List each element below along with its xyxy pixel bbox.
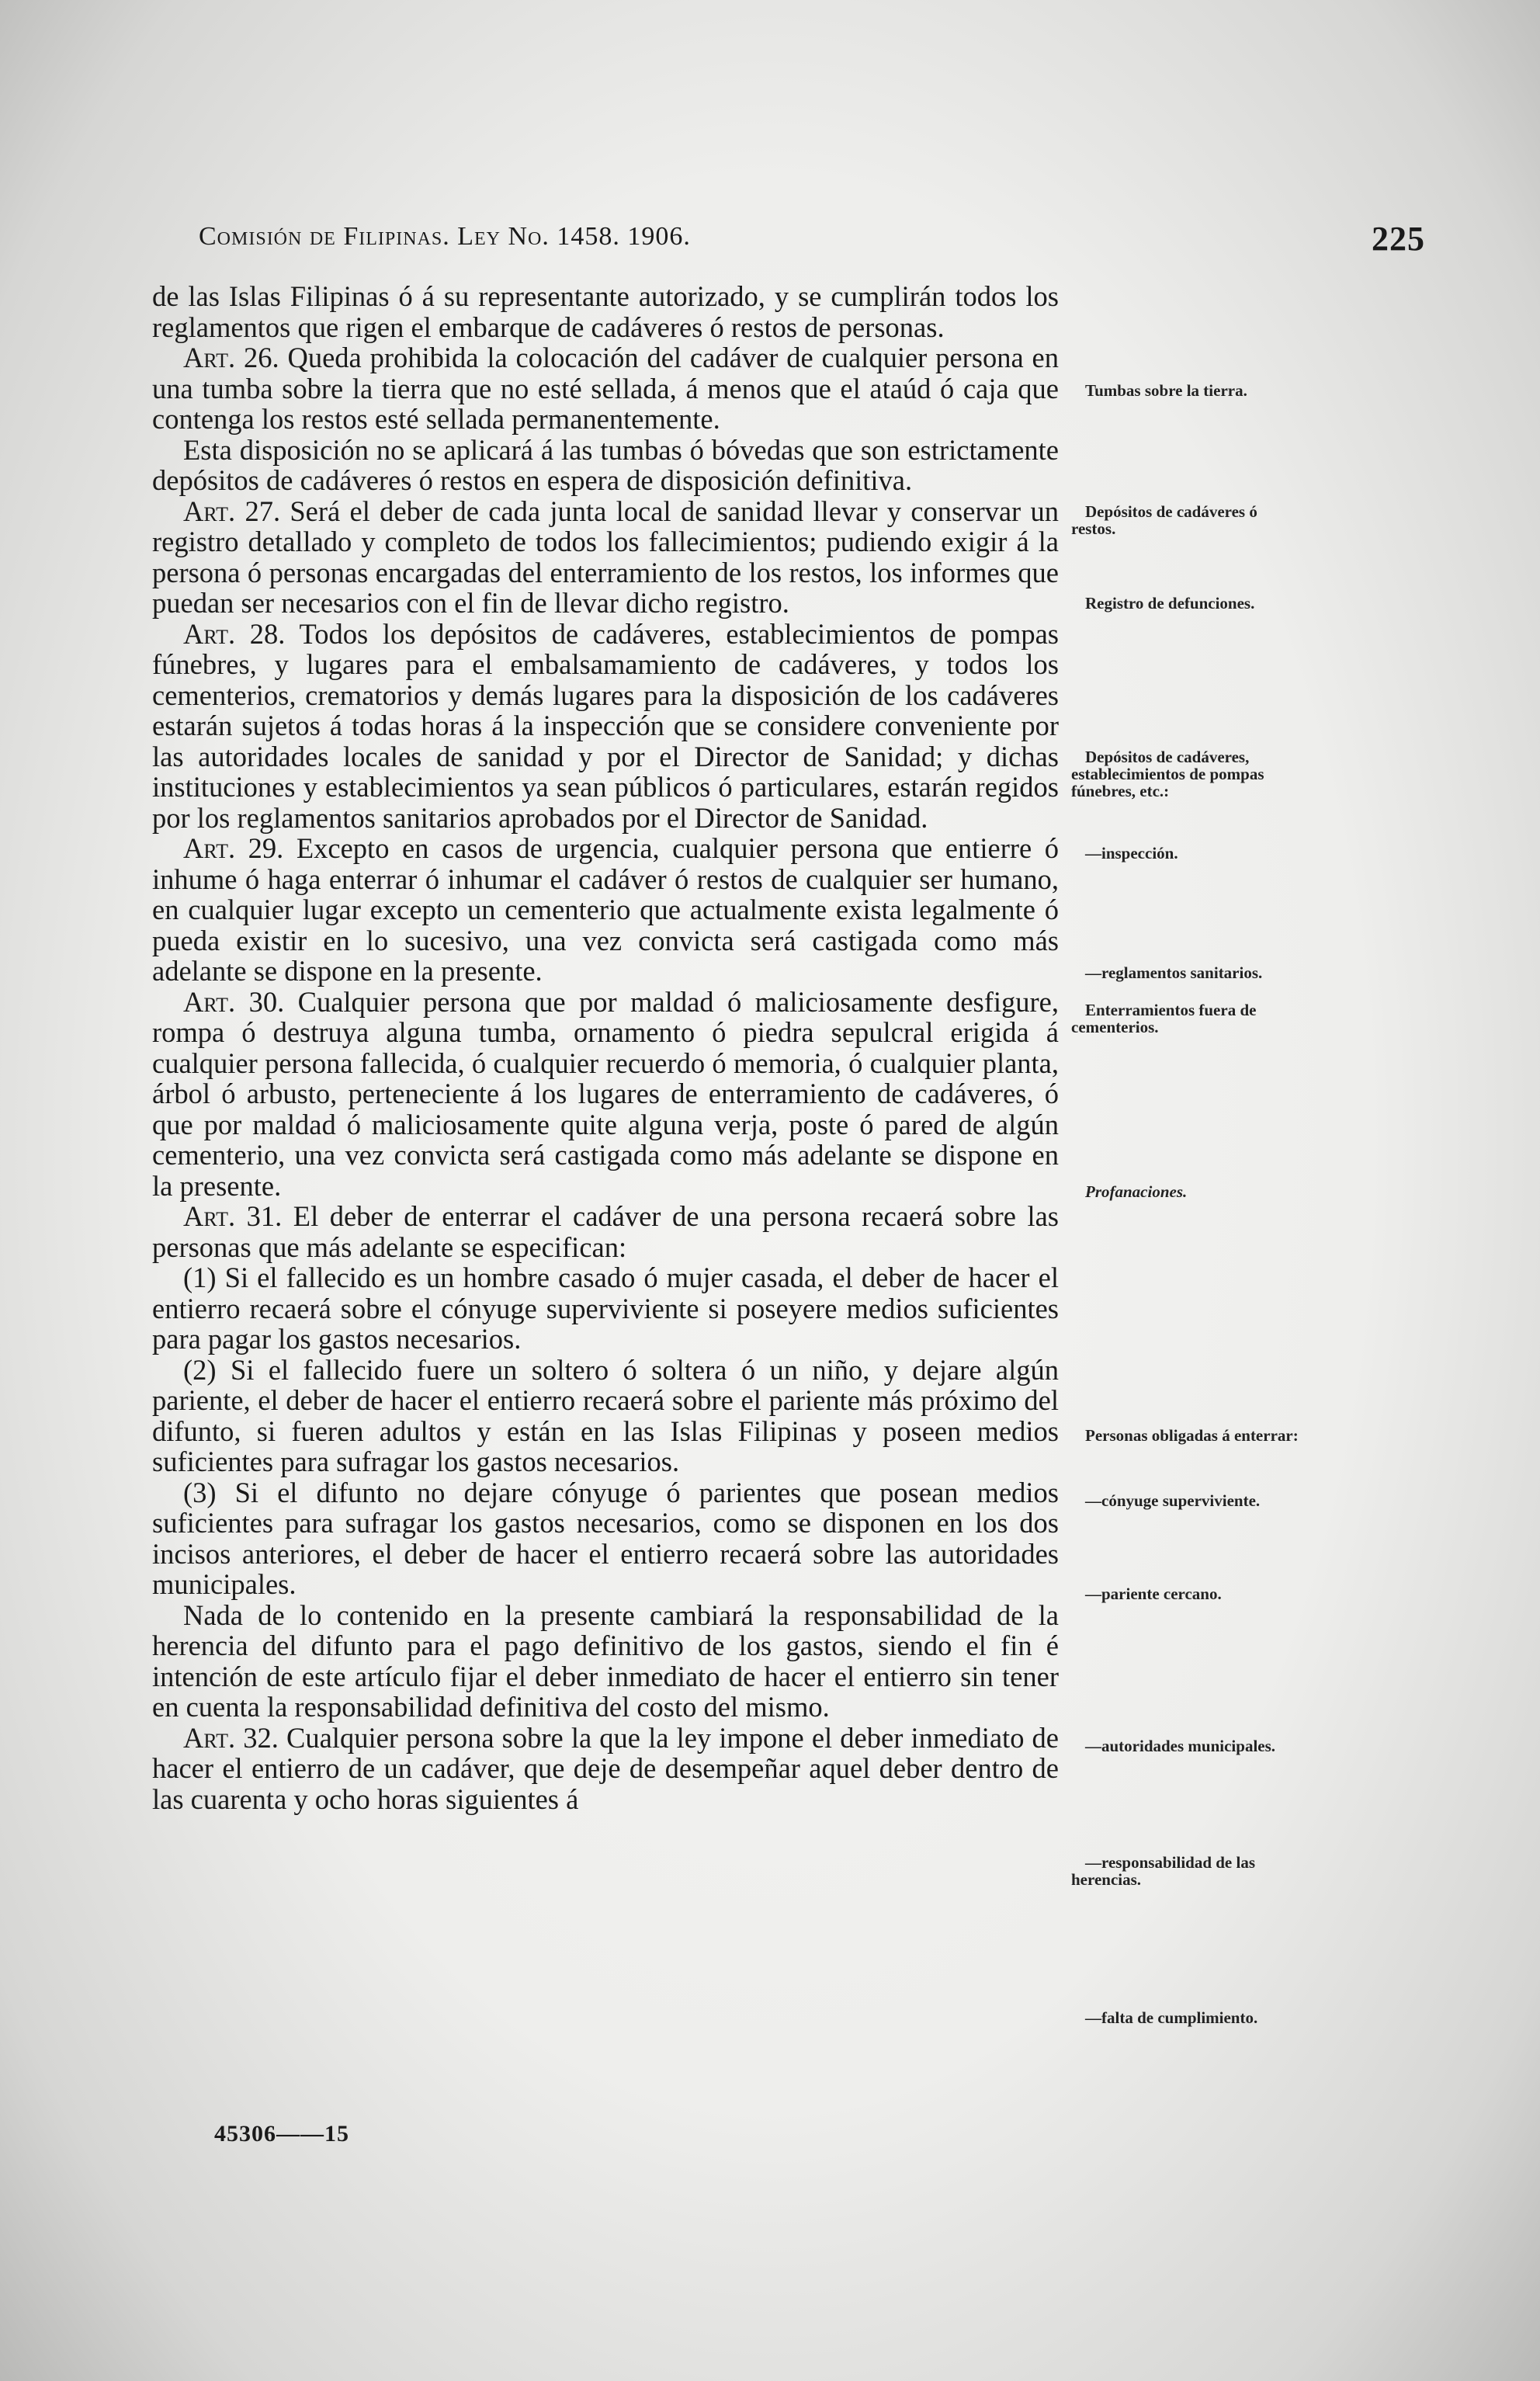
sidenote-autoridades: —autoridades municipales. [1085, 1737, 1276, 1755]
sidenote-falta: —falta de cumplimiento. [1085, 2008, 1258, 2027]
sidenote-depositos: Depósitos de cadáveres ó restos. [1071, 502, 1257, 538]
article-32: Art. 32. Cualquier persona sobre la que la ley impone el deber inmediato de hacer el entierro de un cadáver, que deje de desempeñar aquel deber dentro de las cuarenta y ocho horas siguientes á [152, 1721, 1060, 1815]
sidenote-enterramientos: Enterramientos fuera de cementerios. [1071, 1001, 1257, 1036]
article-number: Art. 29. [183, 832, 284, 864]
sidenote-registro: Registro de defunciones. [1085, 594, 1255, 613]
sidenote-reglamentos: —reglamentos sanitarios. [1085, 963, 1263, 982]
running-title: Comisión de Filipinas. Ley No. 1458. 1906. [199, 222, 691, 251]
article-number: Art. 26. [183, 342, 279, 373]
article-number: Art. 32. [183, 1721, 279, 1754]
article-31-final: Nada de lo contenido en la presente cambiará la responsabilidad de la herencia del difunto para el pago definitivo de los gastos, siendo el fin é intención de este artículo fijar el deber inmediato de hacer el entierro sin tener en cuenta la responsabilidad definitiva del costo del mismo. [152, 1598, 1059, 1723]
sidenote-depositos-establecimientos: Depósitos de cadáveres, establecimientos de pompas fúnebres, etc.: [1071, 748, 1264, 800]
article-27: Art. 27. Será el deber de cada junta local de sanidad llevar y conservar un registro detallado y completo de todos los fallecimientos; pudiendo exigir á la persona ó personas encargadas del enterramiento de los restos, los informes que puedan ser necesarios con el fin de llevar dicho registro. [152, 495, 1060, 619]
paragraph-continuation: de las Islas Filipinas ó á su representante autorizado, y se cumplirán todos los reglamentos que rigen el embarque de cadáveres ó restos de personas. [152, 280, 1059, 343]
article-26-proviso: Esta disposición no se aplicará á las tumbas ó bóvedas que son estrictamente depósitos de cadáveres ó restos en espera de disposición definitiva. [152, 433, 1059, 496]
sidenote-pariente: —pariente cercano. [1085, 1584, 1222, 1603]
sidenote-personas-obligadas: Personas obligadas á enterrar: [1085, 1426, 1299, 1445]
article-number: Art. 31. [183, 1200, 283, 1232]
page-header [199, 219, 1425, 266]
article-31-item-2: (2) Si el fallecido fuere un soltero ó soltera ó un niño, y dejare algún pariente, el deber de hacer el entierro recaerá sobre el pariente más próximo del difunto, si fueren adultos y están en las Islas Filipinas y poseen medios suficientes para sufragar los gastos necesarios. [152, 1353, 1059, 1477]
sidenote-inspeccion: —inspección. [1085, 844, 1178, 863]
print-signature: 45306——15 [214, 2121, 349, 2147]
sidenote-tumbas: Tumbas sobre la tierra. [1085, 381, 1247, 400]
article-31-item-1: (1) Si el fallecido es un hombre casado ó mujer casada, el deber de hacer el entierro recaerá sobre el cónyuge superviviente si poseyere medios suficientes para pagar los gastos necesarios. [152, 1262, 1059, 1355]
sidenote-conyuge: —cónyuge superviviente. [1085, 1491, 1261, 1510]
sidenote-responsabilidad: —responsabilidad de las herencias. [1071, 1853, 1256, 1889]
article-number: Art. 30. [183, 985, 285, 1018]
sidenote-profanaciones: Profanaciones. [1085, 1182, 1188, 1201]
article-number: Art. 28. [183, 617, 286, 650]
main-text-column [152, 281, 1059, 1814]
article-31-item-3: (3) Si el difunto no dejare cónyuge ó parientes que posean medios suficientes para sufragar los gastos necesarios, como se disponen en los dos incisos anteriores, el deber de hacer el entierro recaerá sobre las autoridades municipales. [152, 1476, 1059, 1600]
page-number: 225 [1372, 220, 1425, 258]
article-26: Art. 26. Queda prohibida la colocación del cadáver de cualquier persona en una tumba sobre la tierra que no esté sellada, á menos que el ataúd ó caja que contenga los restos esté sellada permanentemente. [152, 342, 1059, 435]
article-29: Art. 29. Excepto en casos de urgencia, cualquier persona que entierre ó inhume ó haga enterrar ó inhumar el cadáver ó restos de cualquier ser humano, en cualquier lugar excepto un cementerio que actualmente exista legalmente ó pueda existir en lo sucesivo, una vez convicta será castigada como más adelante se dispone en la presente. [152, 832, 1060, 987]
article-31: Art. 31. El deber de enterrar el cadáver de una persona recaerá sobre las personas que más adelante se especifican: [152, 1200, 1060, 1263]
article-30: Art. 30. Cualquier persona que por maldad ó maliciosamente desfigure, rompa ó destruya alguna tumba, ornamento ó piedra sepulcral erigida á cualquier persona fallecida, ó cualquier recuerdo ó memoria, ó cualquier planta, árbol ó arbusto, perteneciente á los lugares de enterramiento de cadáveres, ó que por maldad ó maliciosamente quite alguna verja, poste ó pared de algún cementerio, una vez convicta será castigada como más adelante se dispone en la presente. [152, 985, 1060, 1202]
article-28: Art. 28. Todos los depósitos de cadáveres, establecimientos de pompas fúnebres, y lugares para el embalsamamiento de cadáveres, y todos los cementerios, crematorios y demás lugares para la disposición de los cadáveres estarán sujetos á todas horas á la inspección que se considere conveniente por las autoridades locales de sanidad y por el Director de Sanidad; y dichas instituciones y establecimientos ya sean públicos ó particulares, estarán regidos por los reglamentos sanitarios aprobados por el Director de Sanidad. [152, 617, 1059, 834]
article-number: Art. 27. [183, 495, 281, 527]
